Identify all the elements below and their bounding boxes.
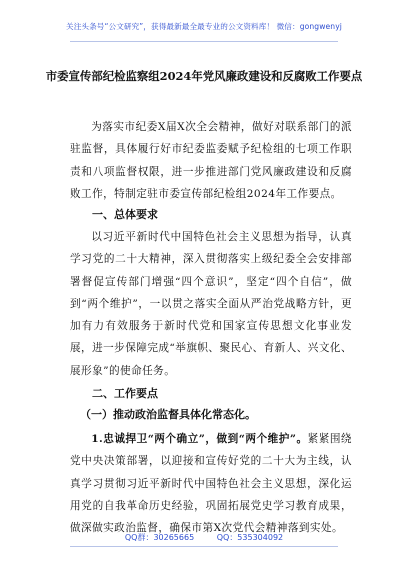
- document-title: 市委宣传部纪检监察组2024年党风廉政建设和反腐败工作要点: [45, 69, 363, 83]
- header-divider: [70, 41, 338, 42]
- item-1-body: 紧紧围绕党中央决策部署，以迎接和宣传好党的二十大为主线，认真学习贯彻习近平新时代中国特色社会主义思想，深化运用党的自我革命历史经验，巩固拓展党史学习教育成果，做深做实政治监督，确保市第X次党代会精神落到实处。: [70, 433, 352, 535]
- footer-qq: QQ：535304092: [216, 533, 284, 542]
- section-heading-work-points: 二、工作要点: [92, 387, 158, 400]
- general-requirements-paragraph: 以习近平新时代中国特色社会主义思想为指导，认真学习党的二十大精神，深入贯彻落实上级纪委全会安排部署督促宣传部门增强“四个意识”，坚定“四个自信”，做到“两个维护”，一以贯之落实全面从严治党战略方针，更加有力有效服务于新时代党和国家宣传思想文化事业发展，进一步保障完成“举旗帜、聚民心、育新人、兴文化、展形象”的使命任务。: [70, 231, 352, 377]
- footer-contacts: [0, 532, 408, 543]
- subsection-heading-political-supervision: （一）推动政治监督具体化常态化。: [80, 408, 256, 421]
- intro-paragraph: 为落实市纪委X届X次全会精神，做好对联系部门的派驻监督，具体履行好市纪委监委赋予纪检组的七项工作职责和八项监督权限，进一步推进部门党风廉政建设和反腐败工作，特制定驻市委宣传部纪检组2024年工作要点。: [70, 121, 352, 200]
- section-heading-general: 一、总体要求: [92, 208, 158, 221]
- footer-divider: [70, 546, 338, 547]
- header-banner-text: 关注头条号“公文研究”，获得最新最全最专业的公文资料库！ 微信：gongwenyj: [66, 22, 342, 31]
- item-1-paragraph: [70, 428, 352, 539]
- footer-qq-group: QQ群：30265665: [124, 533, 195, 542]
- header-banner: [0, 14, 408, 42]
- item-1-lead: 1.忠诚捍卫“两个确立”，做到“两个维护”。: [91, 433, 308, 445]
